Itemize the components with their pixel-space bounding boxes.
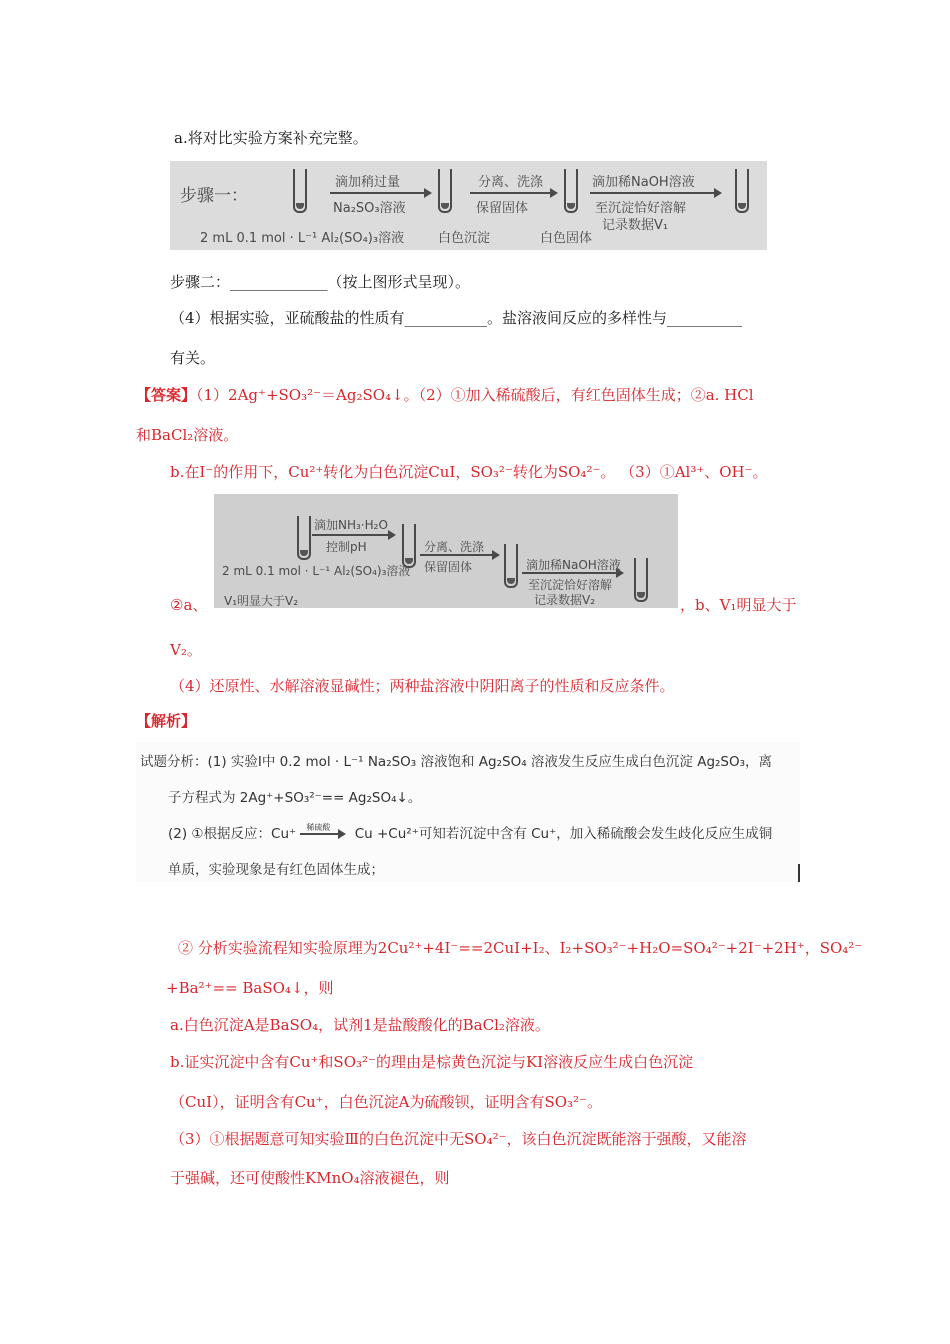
- step2-arrow3-bottom1: 至沉淀恰好溶解: [528, 578, 613, 592]
- step2-arrow2-top: 分离、洗涤: [424, 540, 485, 554]
- test-tube-icon: [438, 169, 452, 213]
- answer-line5: V₂。: [170, 641, 202, 659]
- arrow-icon: [420, 554, 498, 556]
- test-tube-icon: [293, 169, 307, 213]
- answer-line4-prefix: ②a、: [170, 596, 208, 614]
- step1-arrow2-bottom: 保留固体: [476, 201, 529, 216]
- analysis-line3: a.白色沉淀A是BaSO₄，试剂1是盐酸酸化的BaCl₂溶液。: [170, 1016, 550, 1034]
- arrow-icon: [300, 833, 344, 835]
- text-cursor: [798, 864, 800, 882]
- answer-tag: 【答案】: [136, 386, 197, 404]
- reaction-arrow: [300, 823, 350, 838]
- test-tube-icon: [504, 544, 518, 588]
- q4-line2: 有关。: [170, 349, 216, 367]
- analysis-line4: b.证实沉淀中含有Cu⁺和SO₃²⁻的理由是棕黄色沉淀与KI溶液反应生成白色沉淀: [170, 1053, 694, 1071]
- test-tube-icon: [564, 169, 578, 213]
- analysis-line2: +Ba²⁺== BaSO₄↓，则: [166, 979, 334, 997]
- analysis-img-line3-b: Cu +Cu²⁺可知若沉淀中含有 Cu⁺，加入稀硫酸会发生歧化反应生成铜: [354, 826, 773, 842]
- step2-tube1-label: 2 mL 0.1 mol · L⁻¹ Al₂(SO₄)₃溶液: [222, 564, 411, 578]
- answer-line3: b.在I⁻的作用下，Cu²⁺转化为白色沉淀CuI，SO₃²⁻转化为SO₄²⁻。 （3）①Al³⁺、OH⁻。: [170, 463, 768, 481]
- step2-diagram-image: [214, 494, 678, 608]
- analysis-img-line3: [168, 822, 772, 842]
- analysis-img-line4: 单质，实验现象是有红色固体生成；: [168, 862, 384, 878]
- step1-arrow2-top: 分离、洗涤: [478, 175, 544, 190]
- step1-arrow3-top: 滴加稀NaOH溶液: [592, 175, 695, 190]
- step1-tube2-label: 白色沉淀: [438, 231, 491, 246]
- analysis-line5: （CuI），证明含有Cu⁺，白色沉淀A为硫酸钡，证明含有SO₃²⁻。: [170, 1093, 602, 1111]
- step1-arrow3-bottom2: 记录数据V₁: [602, 218, 669, 233]
- arrow-icon: [522, 572, 622, 574]
- answer-line1: （1）2Ag⁺+SO₃²⁻＝Ag₂SO₄↓。（2）①加入稀硫酸后，有红色固体生成；②a. HCl: [196, 386, 754, 404]
- analysis-img-line3-a: (2) ①根据反应：Cu⁺: [168, 826, 297, 842]
- step1-tube1-label: 2 mL 0.1 mol · L⁻¹ Al₂(SO₄)₃溶液: [200, 231, 405, 246]
- analysis-line6: （3）①根据题意可知实验Ⅲ的白色沉淀中无SO₄²⁻，该白色沉淀既能溶于强酸，又能溶: [170, 1130, 747, 1148]
- step2-overflow-text: V₁明显大于V₂: [224, 594, 299, 608]
- step1-arrow1-bottom: Na₂SO₃溶液: [333, 201, 406, 216]
- step1-tube3-label: 白色固体: [540, 231, 593, 246]
- reaction-arrow-label: 稀硫酸: [306, 823, 331, 832]
- question-prompt: a.将对比实验方案补充完整。: [174, 129, 368, 147]
- test-tube-icon: [634, 558, 648, 602]
- answer-block-line1: [136, 385, 754, 405]
- step1-diagram-image: [170, 161, 767, 250]
- answer-line4-suffix: ，b、V₁明显大于: [680, 596, 797, 614]
- arrow-icon: [312, 534, 394, 536]
- step2-arrow2-bottom: 保留固体: [424, 560, 473, 574]
- test-tube-icon: [735, 169, 749, 213]
- step1-arrow3-bottom1: 至沉淀恰好溶解: [595, 201, 687, 216]
- arrow-icon: [330, 192, 430, 194]
- answer-line2: 和BaCl₂溶液。: [136, 426, 239, 444]
- arrow-icon: [470, 192, 556, 194]
- step2-arrow3-bottom2: 记录数据V₂: [534, 593, 596, 607]
- step2-arrow1-bottom: 控制pH: [326, 540, 367, 554]
- analysis-tag: 【解析】: [136, 712, 197, 730]
- analysis-img-line1: 试题分析：(1) 实验Ⅰ中 0.2 mol · L⁻¹ Na₂SO₃ 溶液饱和 Ag₂SO₄ 溶液发生反应生成白色沉淀 Ag₂SO₃，离: [140, 754, 773, 770]
- test-tube-icon: [297, 516, 311, 560]
- step2-arrow3-top: 滴加稀NaOH溶液: [526, 558, 621, 572]
- step1-title: 步骤一：: [180, 186, 248, 206]
- q4-line1: （4）根据实验，亚硫酸盐的性质有___________。盐溶液间反应的多样性与__________: [170, 309, 743, 327]
- arrow-icon: [590, 192, 720, 194]
- step1-arrow1-top: 滴加稍过量: [335, 175, 401, 190]
- step2-line: 步骤二：_____________（按上图形式呈现）。: [170, 273, 471, 291]
- step2-arrow1-top: 滴加NH₃·H₂O: [314, 518, 388, 532]
- analysis-line1: ② 分析实验流程知实验原理为2Cu²⁺+4I⁻==2CuI+I₂、I₂+SO₃²⁻+H₂O=SO₄²⁻+2I⁻+2H⁺，SO₄²⁻: [178, 939, 863, 957]
- analysis-img-line2: 子方程式为 2Ag⁺+SO₃²⁻== Ag₂SO₄↓。: [168, 790, 422, 806]
- analysis-line7: 于强碱，还可使酸性KMnO₄溶液褪色，则: [170, 1169, 450, 1187]
- analysis-image: [136, 742, 800, 882]
- answer-line6: （4）还原性、水解溶液显碱性；两种盐溶液中阴阳离子的性质和反应条件。: [170, 677, 675, 695]
